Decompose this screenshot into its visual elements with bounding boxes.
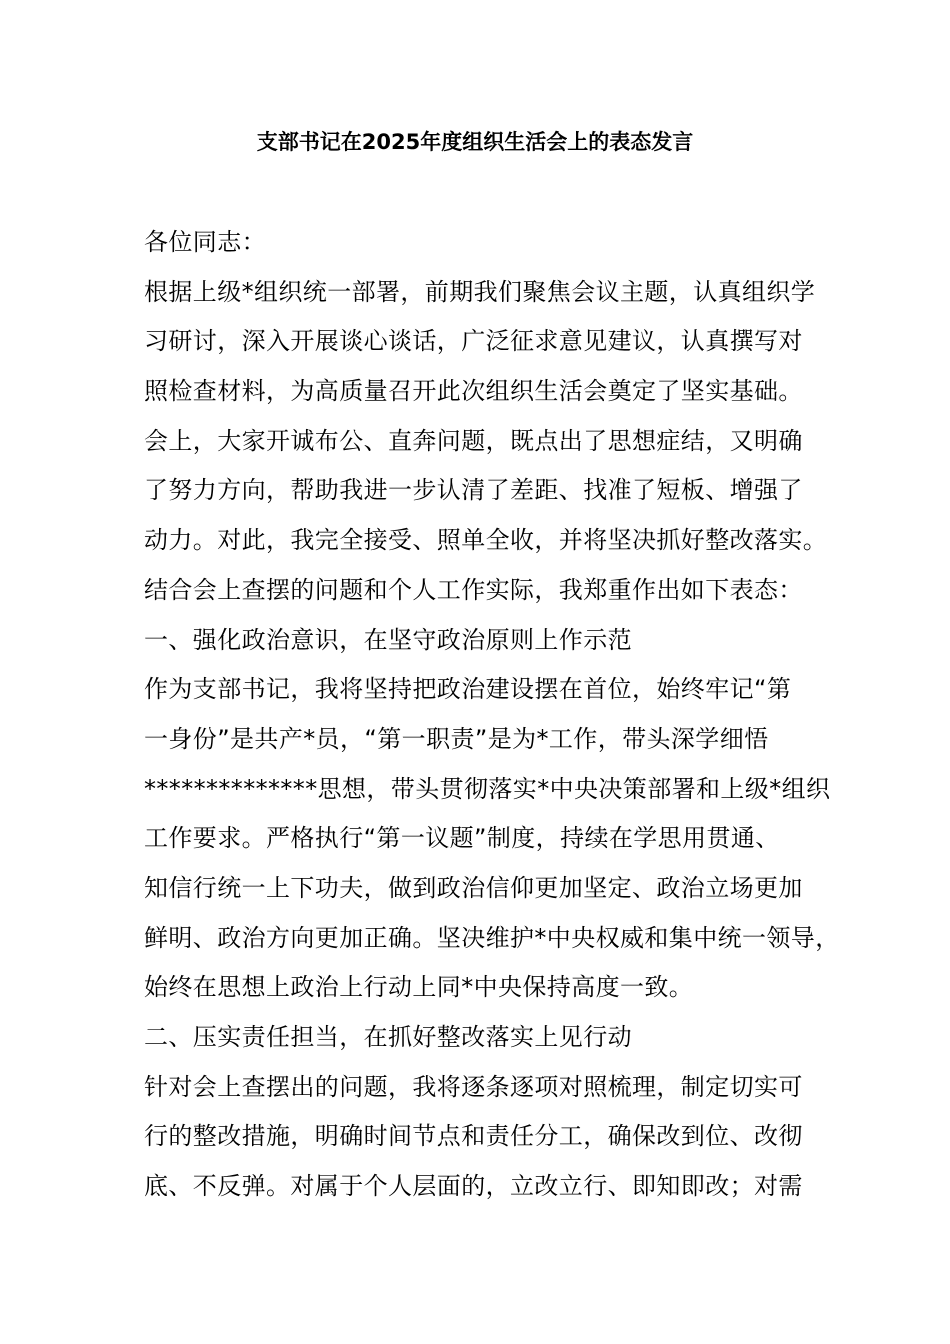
paragraph-line: 行的整改措施，明确时间节点和责任分工，确保改到位、改彻 [144,1122,803,1151]
salutation: 各位同志： [144,228,266,256]
paragraph-line: 工作要求。严格执行“第一议题”制度，持续在学思用贯通、 [144,824,780,853]
paragraph-line: 一身份”是共产*员，“第一职责”是为*工作，带头深学细悟 [144,724,769,753]
paragraph-line: 始终在思想上政治上行动上同*中央保持高度一致。 [144,973,694,1002]
paragraph-line: 结合会上查摆的问题和个人工作实际，我郑重作出如下表态： [144,575,803,604]
document-body [144,225,840,1219]
paragraph-line: 会上，大家开诚布公、直奔问题，既点出了思想症结，又明确 [144,426,803,455]
paragraph-line: 鲜明、政治方向更加正确。坚决维护*中央权威和集中统一领导， [144,923,840,952]
paragraph-line: 针对会上查摆出的问题，我将逐条逐项对照梳理，制定切实可 [144,1072,803,1101]
paragraph-line: 作为支部书记，我将坚持把政治建设摆在首位，始终牢记“第 [144,675,792,704]
paragraph-line: 知信行统一上下功夫，做到政治信仰更加坚定、政治立场更加 [144,873,803,902]
section-heading-2: 二、压实责任担当，在抓好整改落实上见行动 [144,1023,632,1051]
document-title: 支部书记在2025年度组织生活会上的表态发言 [256,130,694,154]
paragraph-line: 照检查材料，为高质量召开此次组织生活会奠定了坚实基础。 [144,377,803,406]
paragraph-line: 根据上级*组织统一部署，前期我们聚焦会议主题，认真组织学 [144,277,816,306]
paragraph-line: 动力。对此，我完全接受、照单全收，并将坚决抓好整改落实。 [144,526,828,555]
paragraph-line: **************思想，带头贯彻落实*中央决策部署和上级*组织 [144,774,831,803]
paragraph-line: 习研讨，深入开展谈心谈话，广泛征求意见建议，认真撰写对 [144,327,803,356]
paragraph-line: 底、不反弹。对属于个人层面的，立改立行、即知即改；对需 [144,1172,803,1201]
paragraph-line: 了努力方向，帮助我进一步认清了差距、找准了短板、增强了 [144,476,803,505]
section-heading-1: 一、强化政治意识，在坚守政治原则上作示范 [144,625,632,654]
